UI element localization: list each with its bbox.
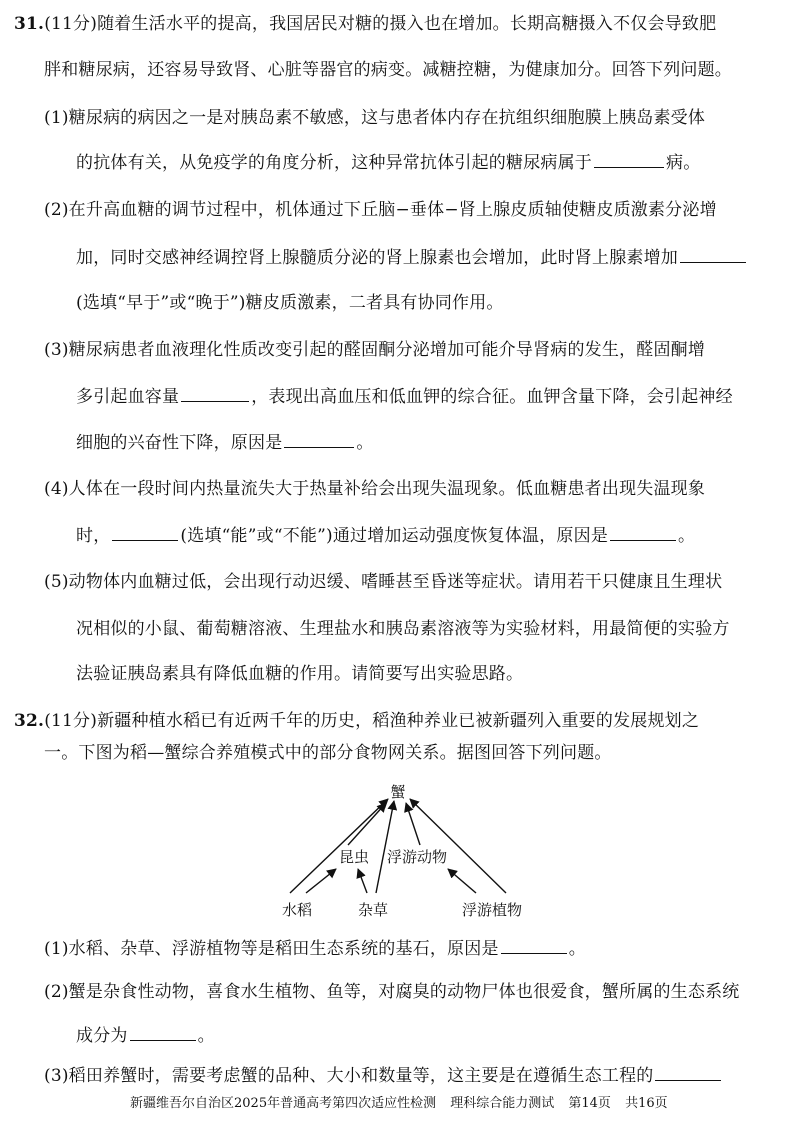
footer-total-pages: 共16页 [625,1096,668,1111]
q31-sub2-line-3: (选填“早于”或“晚于”)糖皮质激素，二者具有协同作用。 [76,293,504,313]
q31-line-1 [14,12,716,36]
q32-sub2-line-2 [76,1023,215,1048]
q31-sub1-line-1: (1)糖尿病的病因之一是对胰岛素不敏感，这与患者体内存在抗组织细胞膜上胰岛素受体 [44,108,706,128]
q31-sub3-end: 。 [356,433,374,453]
q31-number: 31. [14,14,45,34]
q31-sub3-line-3 [76,430,374,455]
q31-sub2-text: 加，同时交感神经调控肾上腺髓质分泌的肾上腺素也会增加，此时肾上腺素增加 [76,248,678,268]
footer-page-number: 第14页 [568,1096,611,1111]
q31-sub2-line-1: (2)在升高血糖的调节过程中，机体通过下丘脑−垂体−肾上腺皮质轴使糖皮质激素分泌增 [44,200,717,220]
page-footer [130,1094,678,1114]
q31-sub5-line-2: 况相似的小鼠、葡萄糖溶液、生理盐水和胰岛素溶液等为实验材料，用最简便的实验方 [76,619,730,639]
q31-sub3-text-c: 细胞的兴奋性下降，原因是 [76,433,283,453]
node-crab: 蟹 [390,783,406,801]
q32-sub3-text: (3)稻田养蟹时，需要考虑蟹的品种、大小和数量等，这主要是在遵循生态工程的 [44,1066,654,1086]
node-zooplankton: 浮游动物 [386,848,448,866]
node-phytoplankton: 浮游植物 [461,901,523,919]
answer-blank[interactable] [130,1023,196,1041]
food-web-diagram [270,775,540,925]
q31-intro-text: (11分)随着生活水平的提高，我国居民对糖的摄入也在增加。长期高糖摄入不仅会导致肥 [44,14,717,34]
q31-sub5-line-3: 法验证胰岛素具有降低血糖的作用。请简要写出实验思路。 [76,664,524,684]
arrow-zooplankton-crab [406,803,420,845]
q31-sub1-line-2 [76,150,700,175]
q31-sub1-end: 病。 [666,153,701,173]
q32-sub2-end: 。 [197,1026,215,1046]
q32-intro-text: (11分)新疆种植水稻已有近两千年的历史，稻渔种养业已被新疆列入重要的发展规划之 [44,711,700,731]
answer-blank[interactable] [610,523,676,541]
answer-blank[interactable] [594,150,664,168]
q32-sub1-line-1 [44,936,586,961]
q31-sub1-text: 的抗体有关，从免疫学的角度分析，这种异常抗体引起的糖尿病属于 [76,153,592,173]
answer-blank[interactable] [680,245,746,263]
arrow-phyto-crab [410,799,506,893]
arrow-weed-insect [358,869,367,893]
q31-sub4-text-b: (选填“能”或“不能”)通过增加运动强度恢复体温，原因是 [180,526,609,546]
q32-sub3-line-1 [44,1063,723,1088]
q31-sub4-line-2 [76,523,695,548]
arrow-weed-crab [376,801,394,893]
q32-sub2-line-1: (2)蟹是杂食性动物，喜食水生植物、鱼等，对腐臭的动物尸体也很爱食，蟹所属的生态系统 [44,982,740,1002]
q31-sub4-line-1: (4)人体在一段时间内热量流失大于热量补给会出现失温现象。低血糖患者出现失温现象 [44,479,706,499]
node-insect: 昆虫 [338,848,370,866]
q31-sub3-text-b: ，表现出高血压和低血钾的综合征。血钾含量下降，会引起神经 [251,387,733,407]
q32-sub1-text: (1)水稻、杂草、浮游植物等是稻田生态系统的基石，原因是 [44,939,499,959]
q31-sub4-end: 。 [678,526,696,546]
footer-subject: 理科综合能力测试 [450,1096,555,1111]
node-rice: 水稻 [281,901,313,919]
footer-exam-title: 新疆维吾尔自治区2025年普通高考第四次适应性检测 [130,1096,437,1111]
node-weed: 杂草 [357,901,389,919]
answer-blank[interactable] [112,523,178,541]
q31-sub2-line-2 [76,245,748,270]
answer-blank[interactable] [501,936,567,954]
q31-sub3-text-a: 多引起血容量 [76,387,180,407]
answer-blank[interactable] [655,1063,721,1081]
arrow-rice-crab [290,799,388,893]
q31-sub3-line-2 [76,384,733,409]
q31-sub3-line-1: (3)糖尿病患者血液理化性质改变引起的醛固酮分泌增加可能介导肾病的发生，醛固酮增 [44,340,706,360]
q31-line-2: 胖和糖尿病，还容易导致肾、心脏等器官的病变。减糖控糖，为健康加分。回答下列问题。 [44,60,732,80]
q32-number: 32. [14,711,45,731]
q32-line-2: 一。下图为稻—蟹综合养殖模式中的部分食物网关系。据图回答下列问题。 [44,743,612,763]
arrow-phyto-zooplankton [448,869,476,893]
arrow-insect-crab [348,803,386,845]
q32-line-1 [14,709,699,733]
q31-sub4-text-a: 时， [76,526,111,546]
q32-sub2-text: 成分为 [76,1026,128,1046]
answer-blank[interactable] [181,384,249,402]
answer-blank[interactable] [284,430,354,448]
q32-sub1-end: 。 [568,939,586,959]
q31-sub5-line-1: (5)动物体内血糖过低，会出现行动迟缓、嗜睡甚至昏迷等症状。请用若干只健康且生理状 [44,572,723,592]
